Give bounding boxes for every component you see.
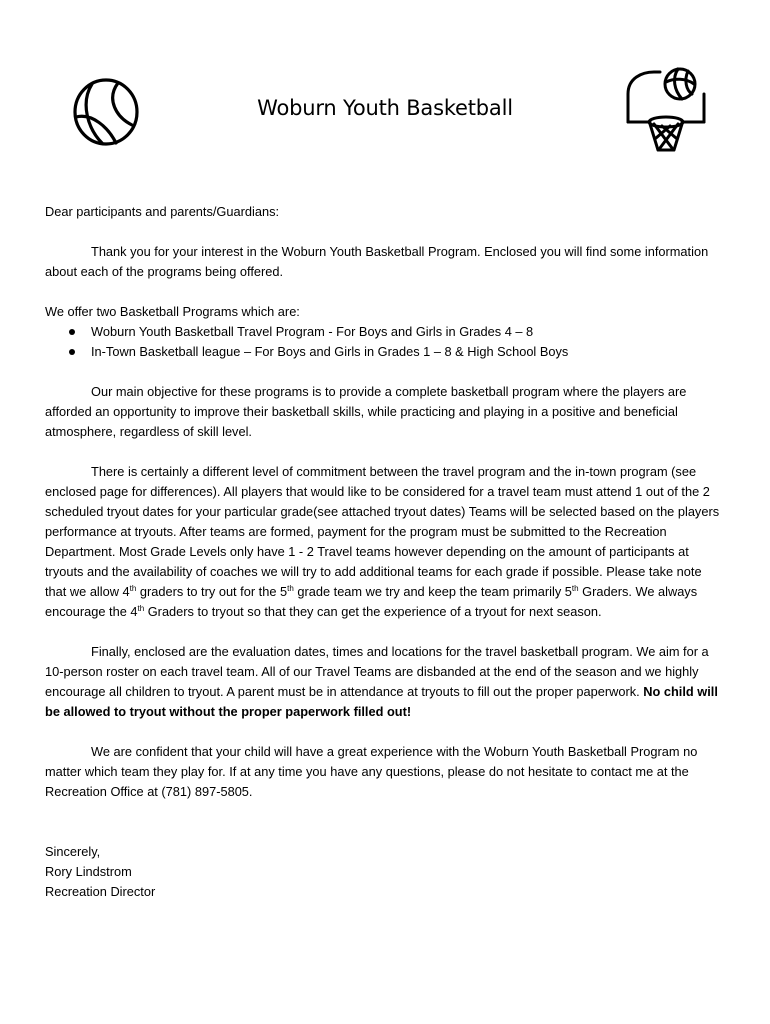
evaluation-paragraph: Finally, enclosed are the evaluation dates, times and locations for the travel basketball program. We aim for a 10-person roster on each travel team. All of our Travel Teams are disbanded at the end of the season and we highly encourage all children to tryout. A parent must be in attendance at tryouts to fill out the proper paperwork. No child will be allowed to tryout without the proper paperwork filled out! bbox=[45, 644, 718, 719]
valediction: Sincerely, bbox=[45, 844, 101, 859]
letter-body bbox=[45, 202, 723, 902]
programs-list bbox=[45, 322, 723, 362]
intro-paragraph: Thank you for your interest in the Woburn Youth Basketball Program. Enclosed you will find some information about each of the programs being offered. bbox=[45, 244, 709, 279]
paperwork-warning: No child will be allowed to tryout without the proper paperwork filled out! bbox=[45, 684, 718, 719]
signer-name: Rory Lindstrom bbox=[45, 864, 132, 879]
salutation: Dear participants and parents/Guardians: bbox=[45, 204, 280, 219]
list-item: In-Town Basketball league – For Boys and Girls in Grades 1 – 8 & High School Boys bbox=[91, 342, 723, 362]
basketball-hoop-icon bbox=[620, 64, 712, 158]
commitment-paragraph: There is certainly a different level of commitment between the travel program and the in-town program (see enclosed page for differences). All players that would like to be considered for a travel team must attend 1 out of the 2 scheduled tryout dates for your particular grade(see attached tryout dates) Teams will be selected based on the players performance at tryouts. After teams are formed, payment for the program must be submitted to the Recreation Department. Most Grade Levels only have 1 - 2 Travel teams however depending on the amount of participants at tryouts and the availability of coaches we will try to add additional teams for each grade if possible. Please take note that we allow 4th graders to try out for the 5th grade team we try and keep the team primarily 5th Graders. We always encourage the 4th Graders to tryout so that they can get the experience of a tryout for next season. bbox=[45, 464, 720, 619]
closing-paragraph: We are confident that your child will have a great experience with the Woburn Youth Basketball Program no matter which team they play for. If at any time you have any questions, please do not hesitate to contact me at the Recreation Office at (781) 897-5805. bbox=[45, 744, 698, 799]
objective-paragraph: Our main objective for these programs is to provide a complete basketball program where the players are afforded an opportunity to improve their basketball skills, while practicing and playing in a positive and beneficial atmosphere, regardless of skill level. bbox=[45, 384, 687, 439]
programs-lead: We offer two Basketball Programs which are: bbox=[45, 304, 300, 319]
signature-block bbox=[45, 842, 723, 902]
list-item: Woburn Youth Basketball Travel Program - For Boys and Girls in Grades 4 – 8 bbox=[91, 322, 723, 342]
signer-role: Recreation Director bbox=[45, 884, 156, 899]
page-title: Woburn Youth Basketball bbox=[257, 96, 513, 120]
